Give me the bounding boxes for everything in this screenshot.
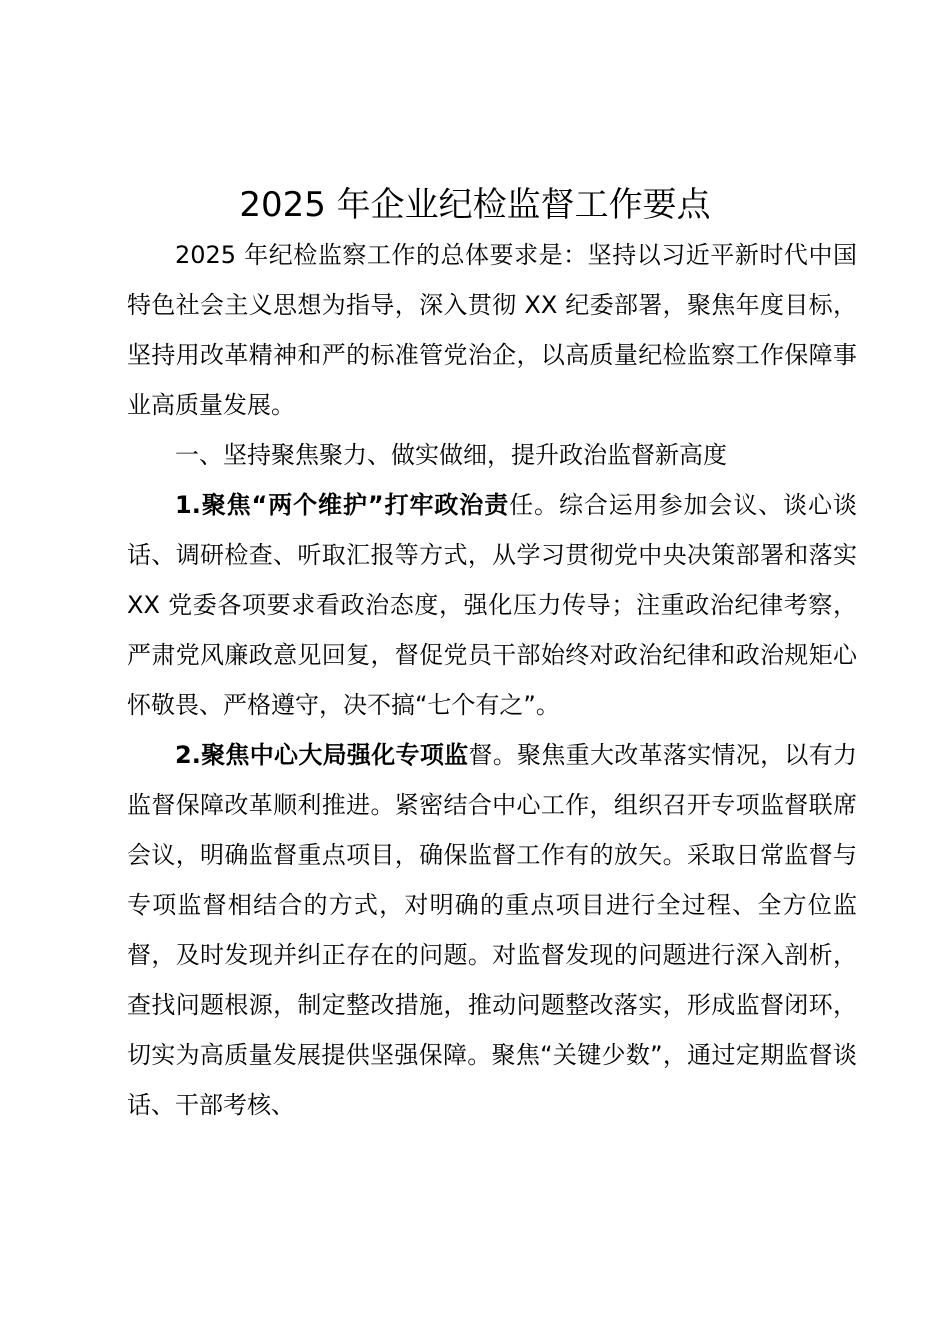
document-title: 2025 年企业纪检监督工作要点	[239, 185, 711, 225]
item-paragraph-1	[127, 480, 857, 730]
item-text-1: 任。综合运用参加会议、谈心谈话、调研检查、听取汇报等方式，从学习贯彻党中央决策部署和落实 XX 党委各项要求看政治态度，强化压力传导；注重政治纪律考察，严肃党风廉政意见回复，督促党员干部始终对政治纪律和政治规矩心怀敬畏、严格遵守，决不搞“七个有之”。	[127, 491, 857, 719]
document-body	[127, 230, 857, 1130]
item-lead-2: 2.聚焦中心大局强化专项监	[175, 741, 469, 769]
item-text-2: 督。聚焦重大改革落实情况，以有力监督保障改革顺利推进。紧密结合中心工作，组织召开专项监督联席会议，明确监督重点项目，确保监督工作有的放矢。采取日常监督与专项监督相结合的方式，对明确的重点项目进行全过程、全方位监督，及时发现并纠正存在的问题。对监督发现的问题进行深入剖析，查找问题根源，制定整改措施，推动问题整改落实，形成监督闭环，切实为高质量发展提供坚强保障。聚焦“关键少数”，通过定期监督谈话、干部考核、	[127, 741, 857, 1119]
section-heading: 一、坚持聚焦聚力、做实做细，提升政治监督新高度	[175, 441, 727, 469]
item-lead-1: 1.聚焦“两个维护”打牢政治责	[175, 491, 510, 519]
intro-paragraph: 2025 年纪检监察工作的总体要求是：坚持以习近平新时代中国特色社会主义思想为指导，深入贯彻 XX 纪委部署，聚焦年度目标，坚持用改革精神和严的标准管党治企，以高质量纪检监察工作保障事业高质量发展。	[127, 241, 857, 419]
item-paragraph-2	[127, 730, 857, 1130]
